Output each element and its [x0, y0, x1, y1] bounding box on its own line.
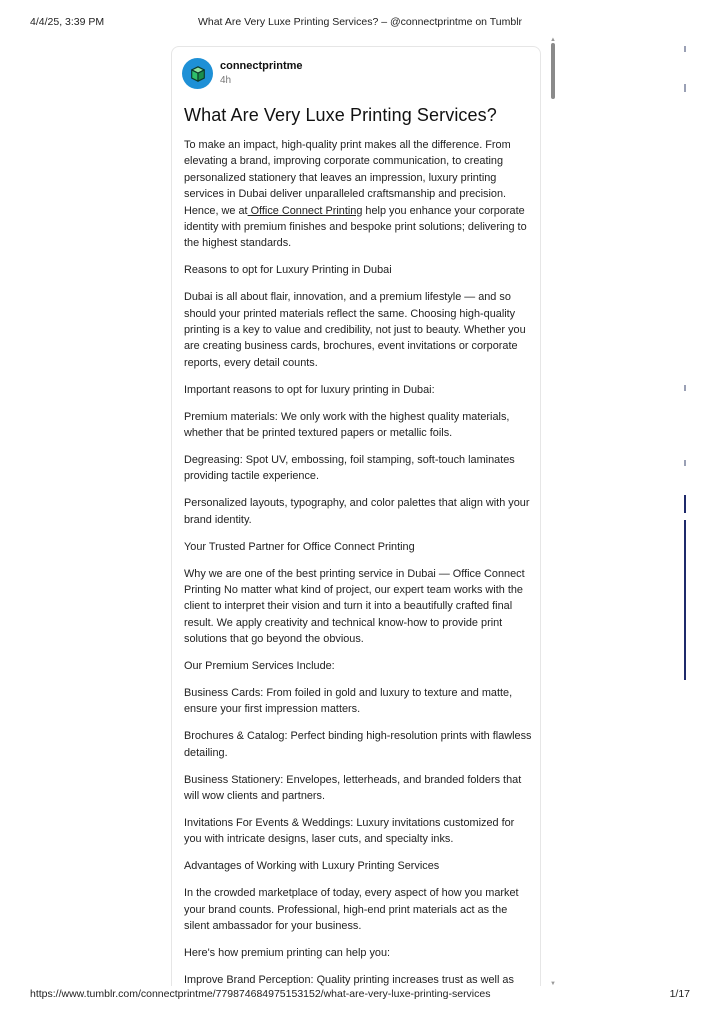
print-footer: [30, 988, 690, 1002]
print-header: [30, 16, 690, 30]
body-paragraph: Brochures & Catalog: Perfect binding high-resolution prints with flawless detailing.: [184, 730, 532, 759]
post-header: [182, 58, 522, 90]
body-paragraphs: [184, 262, 534, 986]
body-paragraph: Here's how premium printing can help you:: [184, 946, 391, 959]
post-body: [184, 137, 534, 986]
body-paragraph: Business Stationery: Envelopes, letterheads, and branded folders that will wow clients and partners.: [184, 773, 522, 802]
print-page-number: 1/17: [669, 988, 690, 1000]
avatar[interactable]: [182, 58, 213, 89]
post-title: What Are Very Luxe Printing Services?: [184, 105, 497, 125]
body-paragraph: Business Cards: From foiled in gold and luxury to texture and matte, ensure your first impression matters.: [184, 686, 513, 716]
vertical-scrollbar[interactable]: [549, 37, 557, 987]
body-paragraph: Reasons to opt for Luxury Printing in Dubai: [184, 264, 392, 277]
body-paragraph: Improve Brand Perception: Quality printing increases trust as well as: [184, 973, 514, 986]
body-paragraph: Advantages of Working with Luxury Printing Services: [184, 860, 440, 873]
intro-text-after: help you enhance your corporate identity with premium finishes and bespoke print solutions; delivering to the highest standards.: [184, 204, 527, 250]
scroll-down-arrow-icon[interactable]: ▼: [550, 981, 556, 987]
body-paragraph: Personalized layouts, typography, and color palettes that align with your brand identity.: [184, 497, 530, 526]
body-paragraph: Degreasing: Spot UV, embossing, foil stamping, soft-touch laminates providing tactile experience.: [184, 454, 515, 483]
body-paragraph: Premium materials: We only work with the highest quality materials, whether that be printed textured papers or metallic foils.: [184, 410, 510, 440]
cube-icon: [189, 65, 207, 83]
page-edge-marks: [684, 40, 688, 740]
scrollbar-thumb[interactable]: [551, 43, 555, 99]
intro-paragraph: [184, 137, 534, 252]
body-paragraph: Important reasons to opt for luxury printing in Dubai:: [184, 383, 435, 396]
body-paragraph: Invitations For Events & Weddings: Luxury invitations customized for you with intricate designs, laser cuts, and specialty inks.: [184, 816, 515, 846]
post-card: [171, 46, 541, 986]
print-date: 4/4/25, 3:39 PM: [30, 16, 105, 28]
office-connect-printing-link[interactable]: Office Connect Printing: [247, 204, 363, 217]
blog-name-link[interactable]: connectprintme: [220, 60, 303, 72]
body-paragraph: Our Premium Services Include:: [184, 660, 335, 673]
body-paragraph: In the crowded marketplace of today, every aspect of how you market your brand counts. Professional, high-end print materials act as the silent ambassador for your business.: [184, 887, 519, 932]
body-paragraph: Why we are one of the best printing service in Dubai — Office Connect Printing No matter what kind of project, our expert team works with the client to interpret their vision and turn it into a beautifully crafted final result. We apply creativity and technical know-how to provide print solutions that go beyond the obvious.: [184, 567, 525, 646]
edge-mark: [684, 84, 686, 92]
print-page-title: What Are Very Luxe Printing Services? – @connectprintme on Tumblr: [197, 16, 523, 28]
body-paragraph: Dubai is all about flair, innovation, and a premium lifestyle — and so should your printed materials reflect the same. Choosing high-quality printing is a key to value and credibility, not just to beauty. Whether you are creating business cards, brochures, event invitations or corporate reports, every detail counts.: [184, 291, 526, 369]
intro-text-before: To make an impact, high-quality print makes all the difference. From elevating a brand, improving corporate communication, to creating personalized stationery that leaves an impression, luxury printing services in Dubai deliver unparalleled craftsmanship and precision. Hence, we at: [184, 139, 511, 217]
scroll-up-arrow-icon[interactable]: ▲: [550, 37, 556, 43]
edge-mark: [684, 495, 686, 513]
edge-mark: [684, 46, 686, 52]
edge-mark: [684, 520, 686, 680]
post-timestamp: 4h: [220, 75, 232, 86]
edge-mark: [684, 385, 686, 391]
print-url: https://www.tumblr.com/connectprintme/779874684975153152/what-are-very-luxe-printing-services: [30, 988, 491, 1000]
edge-mark: [684, 460, 686, 466]
body-paragraph: Your Trusted Partner for Office Connect Printing: [184, 540, 415, 553]
